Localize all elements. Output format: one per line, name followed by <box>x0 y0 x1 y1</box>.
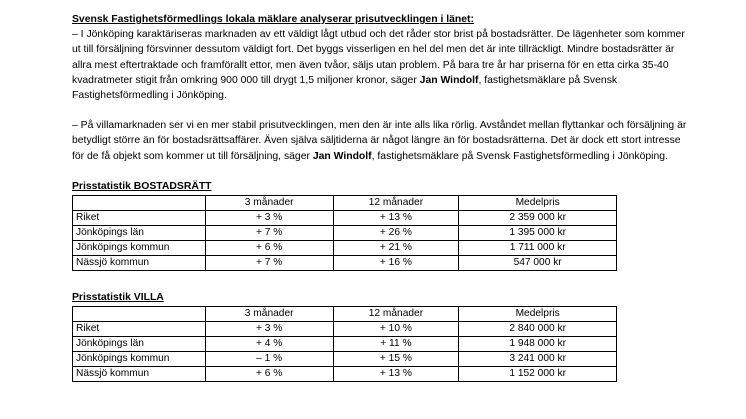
paragraph-villas <box>72 118 692 164</box>
article-heading: Svensk Fastighetsförmedlings lokala mäklare analyserar prisutvecklingen i länet: <box>72 14 474 25</box>
table-row <box>73 256 617 271</box>
value-cell: 547 000 kr <box>459 256 617 271</box>
value-cell: + 4 % <box>205 337 333 352</box>
value-cell: – 1 % <box>205 352 333 367</box>
value-cell: 2 359 000 kr <box>459 211 617 226</box>
header-cell <box>73 196 206 211</box>
value-cell: + 11 % <box>333 337 459 352</box>
value-cell: 1 395 000 kr <box>459 226 617 241</box>
region-cell: Nässjö kommun <box>73 256 206 271</box>
value-cell: + 13 % <box>333 211 459 226</box>
value-cell: + 16 % <box>333 256 459 271</box>
table-title-bostadsratt: Prisstatistik BOSTADSRÄTT <box>72 180 212 192</box>
value-cell: + 7 % <box>205 256 333 271</box>
table-row <box>73 367 617 382</box>
value-cell: + 26 % <box>333 226 459 241</box>
region-cell: Riket <box>73 322 206 337</box>
table-header-row <box>73 196 617 211</box>
value-cell: + 3 % <box>205 211 333 226</box>
value-cell: + 21 % <box>333 241 459 256</box>
table-row <box>73 211 617 226</box>
value-cell: 1 711 000 kr <box>459 241 617 256</box>
table-header-row <box>73 307 617 322</box>
region-cell: Nässjö kommun <box>73 367 206 382</box>
region-cell: Riket <box>73 211 206 226</box>
value-cell: + 13 % <box>333 367 459 382</box>
header-cell <box>73 307 206 322</box>
stats-table-villa <box>72 306 617 382</box>
header-cell: 3 månader <box>205 196 333 211</box>
header-cell: 12 månader <box>333 196 459 211</box>
header-cell: Medelpris <box>459 196 617 211</box>
value-cell: + 3 % <box>205 322 333 337</box>
stats-table-bostadsratt <box>72 195 617 271</box>
table-row <box>73 352 617 367</box>
header-cell: 12 månader <box>333 307 459 322</box>
table-row <box>73 226 617 241</box>
header-cell: 3 månader <box>205 307 333 322</box>
value-cell: + 10 % <box>333 322 459 337</box>
table-row <box>73 241 617 256</box>
paragraph-text: , fastighetsmäklare på Svensk Fastighetsförmedling i Jönköping. <box>371 150 668 162</box>
person-name: Jan Windolf <box>312 150 372 162</box>
region-cell: Jönköpings kommun <box>73 241 206 256</box>
value-cell: + 15 % <box>333 352 459 367</box>
region-cell: Jönköpings kommun <box>73 352 206 367</box>
paragraph-text: – På villamarknaden ser vi en mer stabil prisutvecklingen, men den är inte alls lika rörlig. Avståndet mellan flyttankar och försäljning är betydligt större än för bostadsrättsaffärer. Även själva säljtiderna är något längre än för bostadsrätterna. Det är dock ett stort intresse för de få objekt som kommer ut till försäljning, säger <box>72 120 687 162</box>
person-name: Jan Windolf <box>419 74 479 86</box>
value-cell: 2 840 000 kr <box>459 322 617 337</box>
paragraph-text: , fastighetsmäklare på Svensk Fastighetsförmedling i Jönköping. <box>72 74 618 102</box>
table-title-villa: Prisstatistik VILLA <box>72 292 164 304</box>
value-cell: + 7 % <box>205 226 333 241</box>
value-cell: + 6 % <box>205 241 333 256</box>
value-cell: 1 152 000 kr <box>459 367 617 382</box>
table-row <box>73 322 617 337</box>
value-cell: + 6 % <box>205 367 333 382</box>
region-cell: Jönköpings län <box>73 337 206 352</box>
header-cell: Medelpris <box>459 307 617 322</box>
document-page <box>72 12 692 382</box>
value-cell: 3 241 000 kr <box>459 352 617 367</box>
table-row <box>73 337 617 352</box>
paragraph-apartments <box>72 27 692 103</box>
value-cell: 1 948 000 kr <box>459 337 617 352</box>
paragraph-text: – I Jönköping karaktäriseras marknaden av ett väldigt lågt utbud och det råder stor brist på bostadsrätter. De lägenheter som kommer ut till försäljning försvinner dessutom väldigt fort. Det byggs visserligen en hel del men det är inte tillräckligt. Mindre bostadsrätter är allra mest eftertraktade och framförallt ettor, men även tvåor, säljs utan problem. På bara tre år har priserna för en etta cirka 35-40 kvadratmeter stigit från omkring 900 000 till drygt 1,5 miljoner kronor, säger <box>72 29 685 86</box>
region-cell: Jönköpings län <box>73 226 206 241</box>
